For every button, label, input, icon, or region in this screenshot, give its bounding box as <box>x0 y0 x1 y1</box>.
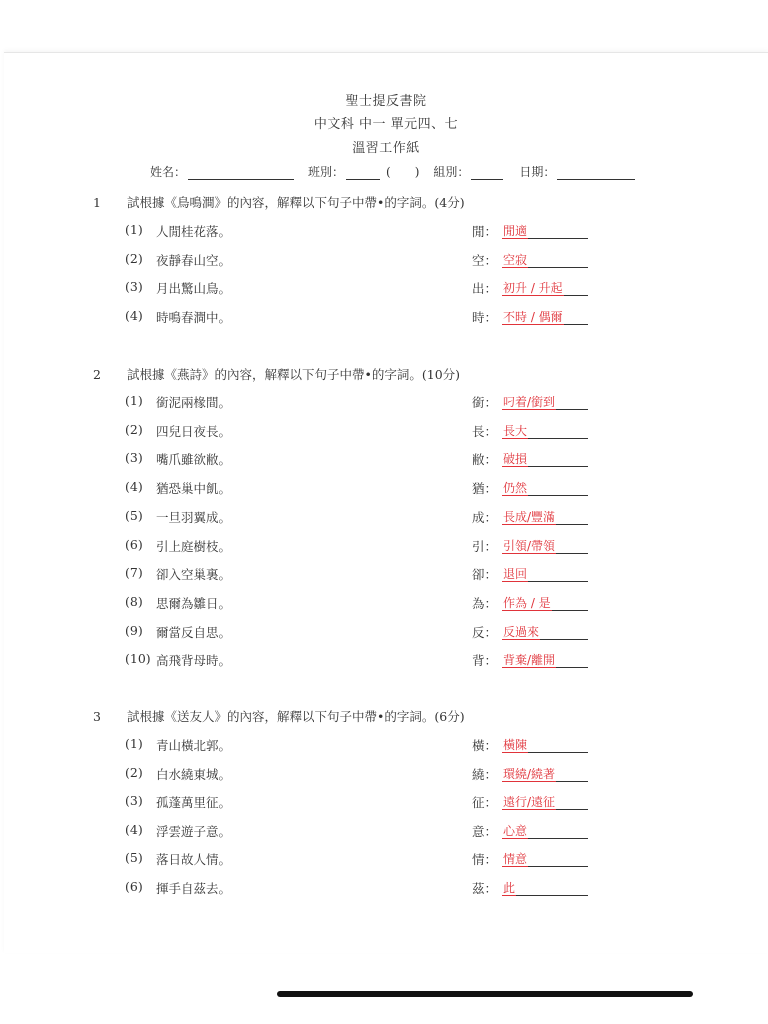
answer-blank <box>502 879 588 896</box>
answer-blank <box>502 222 588 239</box>
item-index: (7) <box>125 565 143 581</box>
school-title: 聖士提反書院 <box>345 94 427 109</box>
answer-blank <box>502 537 588 554</box>
item-sentence: 落日故人情。 <box>156 852 232 867</box>
item-target-char: 茲： <box>472 880 498 896</box>
item-index: (2) <box>125 250 143 266</box>
item-target-char: 引： <box>472 538 498 554</box>
item-target-char: 時： <box>472 310 498 326</box>
handwritten-answer: 環繞/繞著 <box>503 766 556 781</box>
item-sentence: 高飛背母時。 <box>156 653 232 669</box>
date-label: 日期： <box>519 165 556 179</box>
question-item <box>125 736 595 756</box>
item-index: (4) <box>125 308 143 324</box>
question-number: 1 <box>93 195 101 210</box>
handwritten-answer: 背棄/離開 <box>503 653 556 668</box>
question-item <box>125 565 595 585</box>
item-index: (5) <box>125 507 143 523</box>
answer-blank <box>502 623 588 640</box>
item-sentence: 青山橫北郭。 <box>156 738 232 753</box>
answer-blank <box>502 565 588 582</box>
item-target-char: 敝： <box>472 452 498 468</box>
answer-blank <box>502 822 588 839</box>
answer-blank <box>502 279 588 296</box>
item-index: (1) <box>125 222 143 237</box>
handwritten-answer: 叼着/銜到 <box>503 395 556 409</box>
item-sentence: 猶恐巢中飢。 <box>156 481 232 497</box>
item-index: (6) <box>125 878 143 894</box>
item-target-char: 征： <box>472 795 498 810</box>
name-label: 姓名： <box>150 165 187 179</box>
item-sentence: 時鳴春澗中。 <box>156 310 232 326</box>
question-item <box>125 251 595 271</box>
question-number: 2 <box>93 367 101 382</box>
item-sentence: 一旦羽翼成。 <box>156 509 232 525</box>
item-index: (5) <box>125 850 143 865</box>
question-item <box>125 222 595 242</box>
class-number-paren: ( ) <box>386 165 420 179</box>
item-index: (4) <box>125 479 143 495</box>
handwritten-answer: 退回 <box>503 567 528 582</box>
handwritten-answer: 反過來 <box>503 624 540 639</box>
subject-title: 中文科 中一 單元四、七 <box>313 117 459 132</box>
item-sentence: 白水繞東城。 <box>156 766 232 782</box>
question-1-header <box>93 193 465 211</box>
item-target-char: 閒： <box>472 224 498 239</box>
item-sentence: 夜靜春山空。 <box>156 252 232 268</box>
question-2-header <box>93 365 460 383</box>
item-target-char: 出： <box>472 281 498 297</box>
question-item <box>125 793 595 813</box>
item-sentence: 人閒桂花落。 <box>156 224 232 239</box>
handwritten-answer: 不時 / 偶爾 <box>503 310 563 325</box>
question-item <box>125 537 595 557</box>
item-target-char: 繞： <box>472 766 498 782</box>
handwritten-answer: 心意 <box>503 823 528 838</box>
item-index: (2) <box>125 421 143 437</box>
question-item <box>125 308 595 328</box>
handwritten-answer: 長成/豐滿 <box>503 509 556 524</box>
answer-blank <box>502 308 588 325</box>
question-item <box>125 879 595 899</box>
worksheet-title: 溫習工作紙 <box>352 141 420 156</box>
handwritten-answer: 此 <box>503 880 516 895</box>
viewer-top-bar <box>0 0 768 52</box>
home-indicator <box>277 991 693 997</box>
question-item <box>125 623 595 643</box>
question-instruction: 試根據《燕詩》的內容，解釋以下句子中帶•的字詞。(10分) <box>127 367 461 382</box>
answer-blank <box>502 793 588 810</box>
handwritten-answer: 引領/帶領 <box>503 538 556 553</box>
question-item <box>125 651 595 671</box>
worksheet-page <box>4 52 768 953</box>
question-item <box>125 279 595 299</box>
item-index: (3) <box>125 450 143 466</box>
item-target-char: 成： <box>472 509 498 525</box>
item-target-char: 橫： <box>472 738 498 753</box>
handwritten-answer: 情意 <box>503 852 528 866</box>
item-target-char: 背： <box>472 653 498 669</box>
question-item <box>125 422 595 442</box>
handwritten-answer: 橫陳 <box>503 738 528 752</box>
handwritten-answer: 仍然 <box>503 481 528 496</box>
handwritten-answer: 遠行/遠征 <box>503 795 556 809</box>
item-sentence: 月出驚山鳥。 <box>156 281 232 297</box>
item-target-char: 反： <box>472 624 498 640</box>
item-sentence: 浮雲遊子意。 <box>156 823 232 839</box>
handwritten-answer: 作為 / 是 <box>503 595 551 610</box>
item-index: (3) <box>125 279 143 295</box>
handwritten-answer: 閒適 <box>503 224 528 238</box>
question-number: 3 <box>93 709 101 724</box>
answer-blank <box>502 479 588 496</box>
item-index: (3) <box>125 793 143 808</box>
item-sentence: 卻入空巢裏。 <box>156 567 232 583</box>
handwritten-answer: 長大 <box>503 423 528 438</box>
item-sentence: 銜泥兩椽間。 <box>156 395 232 410</box>
student-info-row <box>150 163 639 180</box>
item-sentence: 孤蓬萬里征。 <box>156 795 232 810</box>
item-index: (1) <box>125 393 143 408</box>
item-target-char: 空： <box>472 252 498 268</box>
handwritten-answer: 初升 / 升起 <box>503 281 563 296</box>
answer-blank <box>502 594 588 611</box>
answer-blank <box>502 251 588 268</box>
item-sentence: 爾當反自思。 <box>156 624 232 640</box>
item-sentence: 思爾為雛日。 <box>156 595 232 611</box>
answer-blank <box>502 393 588 410</box>
question-item <box>125 850 595 870</box>
item-index: (1) <box>125 736 143 751</box>
answer-blank <box>502 508 588 525</box>
item-index: (8) <box>125 593 143 609</box>
question-instruction: 試根據《鳥鳴澗》的內容，解釋以下句子中帶•的字詞。(4分) <box>127 195 465 210</box>
item-index: (6) <box>125 536 143 552</box>
answer-blank <box>502 422 588 439</box>
item-target-char: 意： <box>472 823 498 839</box>
answer-blank <box>502 765 588 782</box>
group-label: 組別： <box>433 165 470 179</box>
item-target-char: 為： <box>472 595 498 611</box>
item-target-char: 情： <box>472 852 498 867</box>
class-label: 班別： <box>308 165 345 179</box>
handwritten-answer: 空寂 <box>503 252 528 267</box>
date-blank <box>557 167 635 180</box>
item-index: (9) <box>125 622 143 638</box>
class-blank <box>346 167 380 180</box>
question-instruction: 試根據《送友人》的內容，解釋以下句子中帶•的字詞。(6分) <box>127 709 465 724</box>
item-sentence: 嘴爪雖欲敝。 <box>156 452 232 468</box>
item-sentence: 四兒日夜長。 <box>156 423 232 439</box>
answer-blank <box>502 651 588 668</box>
item-sentence: 揮手自茲去。 <box>156 880 232 896</box>
answer-blank <box>502 450 588 467</box>
item-target-char: 卻： <box>472 567 498 583</box>
question-item <box>125 508 595 528</box>
question-3-header <box>93 707 465 725</box>
item-target-char: 長： <box>472 423 498 439</box>
answer-blank <box>502 736 588 753</box>
name-blank <box>188 167 294 180</box>
group-blank <box>471 167 503 180</box>
item-target-char: 銜： <box>472 395 498 410</box>
item-index: (4) <box>125 821 143 837</box>
question-item <box>125 822 595 842</box>
item-index: (2) <box>125 764 143 780</box>
question-item <box>125 393 595 413</box>
question-item <box>125 765 595 785</box>
question-item <box>125 479 595 499</box>
item-index: (10) <box>125 651 151 667</box>
question-item <box>125 450 595 470</box>
item-sentence: 引上庭樹枝。 <box>156 538 232 554</box>
answer-blank <box>502 850 588 867</box>
item-target-char: 猶： <box>472 481 498 497</box>
handwritten-answer: 破損 <box>503 452 528 467</box>
question-item <box>125 594 595 614</box>
